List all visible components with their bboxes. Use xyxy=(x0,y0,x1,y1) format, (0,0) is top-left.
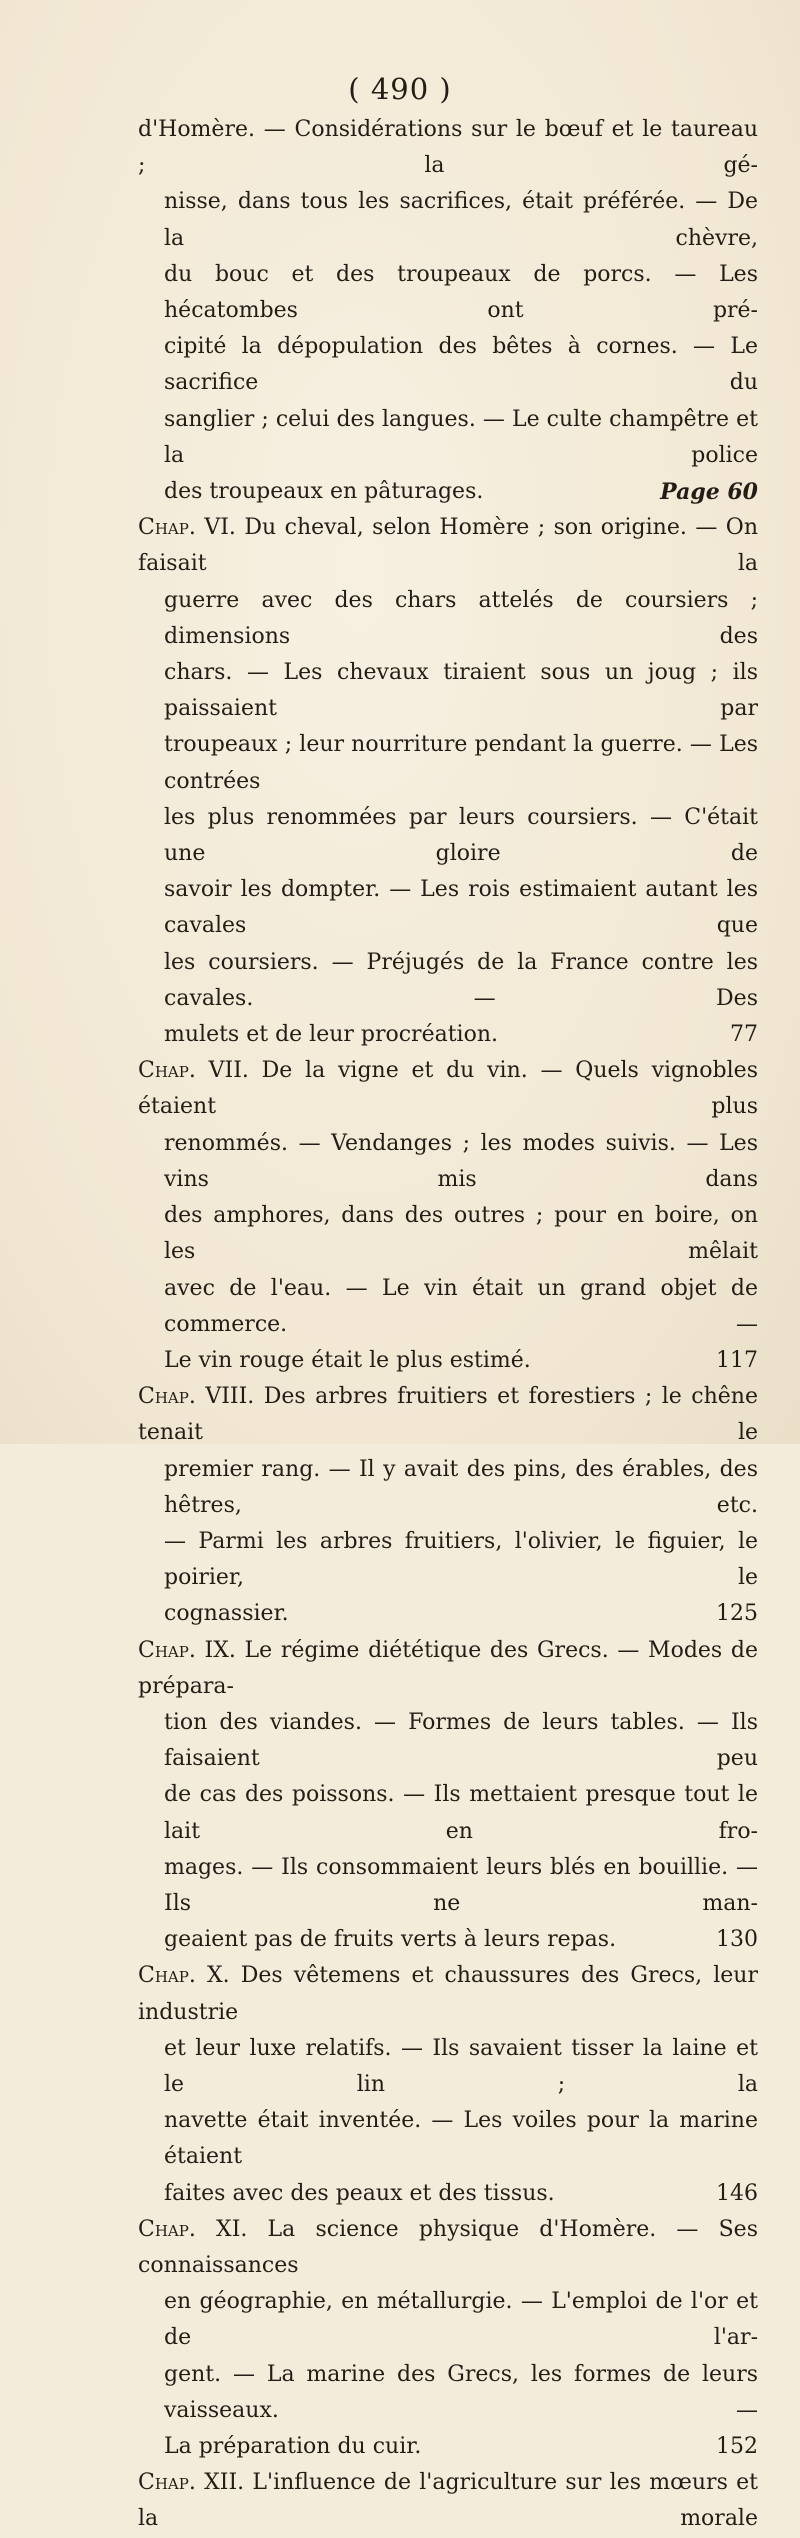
toc-entry xyxy=(138,1053,758,1379)
chapter-label: Chap. xyxy=(138,2470,196,2496)
entry-line: — Parmi les arbres fruitiers, l'olivier, le figuier, le poirier, le xyxy=(164,1528,758,1591)
entry-line: geaient pas de fruits verts à leurs repas. xyxy=(164,1927,617,1953)
chapter-label: Chap. xyxy=(138,1058,196,1084)
entry-line: nisse, dans tous les sacrifices, était préférée. — De la chèvre, xyxy=(164,189,758,251)
entry-line: Le vin rouge était le plus estimé. xyxy=(164,1347,531,1373)
entry-line: sanglier ; celui des langues. — Le culte champêtre et la police xyxy=(164,406,758,468)
entry-line: en géographie, en métallurgie. — L'emploi de l'or et de l'ar- xyxy=(164,2289,758,2351)
chapter-label: Chap. xyxy=(138,2216,196,2242)
entry-line: et leur luxe relatifs. — Ils savaient tisser la laine et le lin ; la xyxy=(164,2035,758,2097)
entry-line: guerre avec des chars attelés de coursiers ; dimensions des xyxy=(164,587,758,649)
toc-entry xyxy=(138,1633,758,1959)
entry-line: gent. — La marine des Grecs, les formes de leurs vaisseaux. — xyxy=(164,2361,758,2423)
toc-entry xyxy=(138,1958,758,2211)
entry-line: tion des viandes. — Formes de leurs tables. — Ils faisaient peu xyxy=(164,1709,758,1772)
entry-line: d'Homère. — Considérations sur le bœuf et le taureau ; la gé- xyxy=(138,117,758,179)
chapter-label: Chap. xyxy=(138,515,196,541)
entry-line: savoir les dompter. — Les rois estimaient autant les cavales que xyxy=(164,877,758,939)
entry-line: VI. Du cheval, selon Homère ; son origine. — On faisait la xyxy=(138,515,758,577)
entry-line: mages. — Ils consommaient leurs blés en bouillie. — Ils ne man- xyxy=(164,1854,758,1916)
entry-line: renommés. — Vendanges ; les modes suivis. — Les vins mis dans xyxy=(164,1130,758,1192)
page-reference: 77 xyxy=(730,1022,758,1048)
entry-first-line xyxy=(138,1958,758,2030)
page-reference: 152 xyxy=(716,2434,758,2459)
page-reference: 125 xyxy=(716,1601,758,1627)
entry-line: les plus renommées par leurs coursiers. — C'était une gloire de xyxy=(164,804,758,867)
entry-first-line xyxy=(138,2212,758,2284)
entry-line: du bouc et des troupeaux de porcs. — Les hécatombes ont pré- xyxy=(164,261,758,324)
entry-line: faites avec des peaux et des tissus. xyxy=(164,2180,555,2206)
entry-last-line xyxy=(138,1922,758,1958)
entry-line: chars. — Les chevaux tiraient sous un joug ; ils paissaient par xyxy=(164,660,758,722)
entry-line: avec de l'eau. — Le vin était un grand objet de commerce. — xyxy=(164,1275,758,1337)
entry-line: X. Des vêtemens et chaussures des Grecs, leur industrie xyxy=(138,1963,758,2025)
entry-line: de cas des poissons. — Ils mettaient presque tout le lait en fro- xyxy=(164,1782,758,1844)
entry-line: premier rang. — Il y avait des pins, des érables, des hêtres, etc. xyxy=(164,1456,758,1518)
entry-last-line xyxy=(138,1596,758,1632)
entry-first-line xyxy=(138,2465,758,2537)
page-number: ( 490 ) xyxy=(348,72,452,106)
page-reference: 130 xyxy=(716,1927,758,1953)
entry-line: les coursiers. — Préjugés de la France contre les cavales. — Des xyxy=(164,949,758,1011)
entry-last-line xyxy=(138,474,758,510)
page-reference: Page 60 xyxy=(660,479,758,506)
entry-line: XI. La science physique d'Homère. — Ses connaissances xyxy=(138,2216,758,2278)
toc-entry xyxy=(138,112,758,510)
entry-line: VII. De la vigne et du vin. — Quels vignobles étaient plus xyxy=(138,1058,758,1120)
entry-first-line xyxy=(138,1633,758,1705)
table-of-contents xyxy=(138,112,758,2538)
entry-last-line xyxy=(138,2176,758,2212)
entry-last-line xyxy=(138,2429,758,2465)
entry-first-line xyxy=(138,1053,758,1125)
chapter-label: Chap. xyxy=(138,1384,196,1410)
entry-line: IX. Le régime diététique des Grecs. — Modes de prépara- xyxy=(138,1637,758,1699)
toc-entry xyxy=(138,510,758,1053)
entry-line: VIII. Des arbres fruitiers et forestiers ; le chêne tenait le xyxy=(138,1384,758,1446)
entry-line: La préparation du cuir. xyxy=(164,2434,422,2459)
chapter-label: Chap. xyxy=(138,1637,196,1663)
entry-line: troupeaux ; leur nourriture pendant la guerre. — Les contrées xyxy=(164,732,758,794)
entry-last-line xyxy=(138,1343,758,1379)
entry-line: des amphores, dans des outres ; pour en boire, on les mêlait xyxy=(164,1203,758,1265)
page-reference: 117 xyxy=(716,1347,758,1373)
page-reference: 146 xyxy=(716,2180,758,2206)
toc-entry xyxy=(138,1379,758,1632)
entry-line: cognassier. xyxy=(164,1601,289,1627)
entry-first-line xyxy=(138,1379,758,1451)
entry-first-line xyxy=(138,510,758,582)
entry-line: cipité la dépopulation des bêtes à cornes. — Le sacrifice du xyxy=(164,334,758,396)
toc-entry xyxy=(138,2465,758,2537)
chapter-label: Chap. xyxy=(138,1963,196,1989)
entry-line: des troupeaux en pâturages. xyxy=(164,479,484,505)
entry-line: XII. L'influence de l'agriculture sur les mœurs et la morale xyxy=(138,2470,758,2532)
entry-line: mulets et de leur procréation. xyxy=(164,1022,498,1048)
entry-line: navette était inventée. — Les voiles pour la marine étaient xyxy=(164,2108,758,2170)
entry-last-line xyxy=(138,1017,758,1053)
toc-entry xyxy=(138,2212,758,2465)
